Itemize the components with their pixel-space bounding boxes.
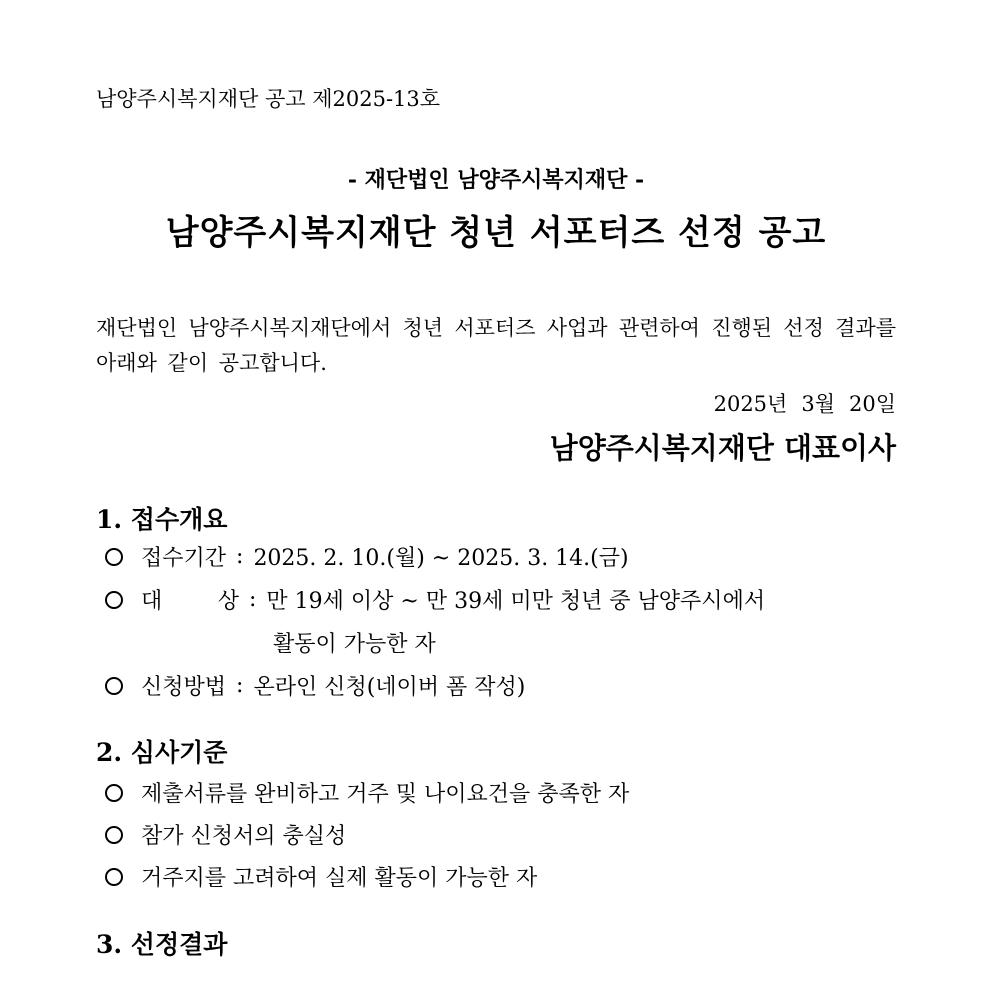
item-separator: :: [236, 673, 244, 698]
list-item: [105, 670, 525, 701]
item-label: 접수기간: [141, 546, 227, 571]
notice-date: [714, 388, 896, 418]
item-label-left: 대: [141, 589, 163, 614]
list-item: [105, 541, 629, 572]
list-item: [105, 819, 346, 850]
issuer: 남양주시복지재단 대표이사: [549, 431, 896, 465]
section-heading-2: 2. 심사기준: [96, 738, 228, 767]
list-item: [105, 584, 765, 615]
item-value-continuation: 활동이 가능한 자: [273, 632, 436, 657]
circle-bullet-icon: [105, 591, 123, 609]
date-month: 3월: [801, 392, 835, 416]
notice-number: 남양주시복지재단 공고 제2025-13호: [96, 87, 441, 111]
item-label: [141, 584, 239, 615]
circle-bullet-icon: [105, 868, 123, 886]
section-heading-1: 1. 접수개요: [96, 505, 228, 534]
date-day: 20일: [848, 392, 896, 416]
circle-bullet-icon: [105, 548, 123, 566]
item-separator: :: [249, 587, 257, 612]
section-heading-3: 3. 선정결과: [96, 930, 228, 959]
item-value: 온라인 신청(네이버 폼 작성): [253, 675, 526, 700]
item-value: 2025. 2. 10.(월) ~ 2025. 3. 14.(금): [253, 546, 629, 571]
circle-bullet-icon: [105, 826, 123, 844]
date-year: 2025년: [713, 392, 788, 416]
item-label: 신청방법: [141, 675, 227, 700]
item-separator: :: [236, 544, 244, 569]
item-text: 거주지를 고려하여 실제 활동이 가능한 자: [141, 866, 538, 891]
circle-bullet-icon: [105, 677, 123, 695]
list-item: [105, 861, 537, 892]
page-title: 남양주시복지재단 청년 서포터즈 선정 공고: [165, 213, 827, 253]
item-text: 참가 신청서의 충실성: [141, 824, 347, 849]
list-item: [105, 777, 629, 808]
circle-bullet-icon: [105, 784, 123, 802]
intro-paragraph: 재단법인 남양주시복지재단에서 청년 서포터즈 사업과 관련하여 진행된 선정 결과를 아래와 같이 공고합니다.: [96, 316, 896, 375]
item-label-right: 상: [217, 589, 239, 614]
item-text: 제출서류를 완비하고 거주 및 나이요건을 충족한 자: [141, 782, 630, 807]
subtitle: - 재단법인 남양주시복지재단 -: [347, 167, 645, 193]
item-value: 만 19세 이상 ~ 만 39세 미만 청년 중 남양주시에서: [266, 589, 766, 614]
